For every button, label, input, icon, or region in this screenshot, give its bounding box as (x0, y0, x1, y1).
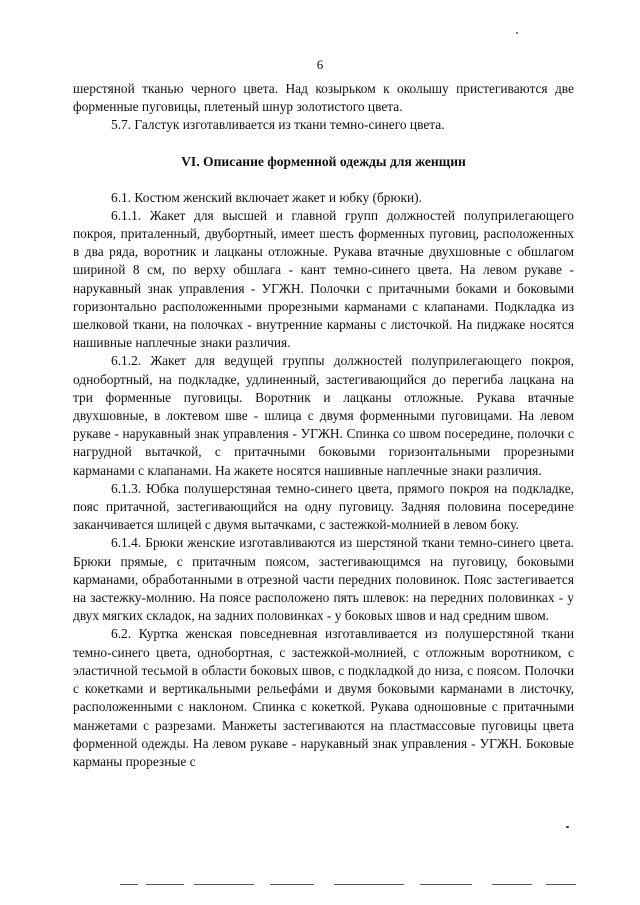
paragraph-6-1-2: 6.1.2. Жакет для ведущей группы должностей полуприлегающего покроя, однобортный, на подкладке, удлиненный, застегивающийся до перегиба лацкана на три форменные пуговицы. Воротник и лацканы отложные. Рукава втачные двухшовные, в локтевом шве - шлица с двумя форменными пуговицами. На левом рукаве - нарукавный знак управления - УГЖН. Спинка со швом посередине, полочки с нагрудной вытачкой, с притачными боковыми горизонтальными прорезными карманами с клапанами. На жакете носятся нашивные наплечные знаки различия. (73, 353, 574, 478)
document-body (73, 80, 574, 771)
section-heading: VI. Описание форменной одежды для женщин (181, 153, 466, 169)
paragraph-continuation: шерстяной тканью черного цвета. Над козырьком к околышу пристегиваются две форменные пуговицы, плетеный шнур золотистого цвета. (73, 81, 574, 115)
paragraph-6-1: 6.1. Костюм женский включает жакет и юбку (брюки). (111, 189, 422, 205)
paragraph-6-1-3: 6.1.3. Юбка полушерстяная темно-синего цвета, прямого покроя на подкладке, пояс притачной, застегивающийся на одну пуговицу. Задняя половина посередине заканчивается шлицей с двумя вытачками, с застежкой-молнией в левом боку. (73, 480, 574, 533)
paragraph-6-1-1: 6.1.1. Жакет для высшей и главной групп должностей полуприлегающего покроя, приталенный, двубортный, имеет шесть форменных пуговиц, расположенных в два ряда, воротник и лацканы отложные. Рукава втачные двухшовные с обшлагом шириной 8 см, по верху обшлага - кант темно-синего цвета. На левом рукаве - нарукавный знак управления - УГЖН. Полочки с притачными боками и боковыми горизонтально расположенными прорезными карманами с клапанами. Подкладка из шелковой ткани, на полочках - внутренние карманы с листочкой. На пиджаке носятся нашивные наплечные знаки различия. (73, 207, 574, 351)
paragraph-6-1-4: 6.1.4. Брюки женские изготавливаются из шерстяной ткани темно-синего цвета. Брюки прямые, с притачным поясом, застегивающимся на пуговицу, боковыми карманами, обработанными в отрезной части передних половинок. Пояс застегивается на застежку-молнию. На поясе расположено пять шлевок: на передних половинках - у двух мягких складок, на задних половинках - у боковых швов и над средним швом. (73, 535, 574, 624)
scan-speck (566, 826, 569, 828)
page-number: 6 (316, 57, 324, 72)
scan-speck (516, 32, 518, 34)
paragraph-6-2: 6.2. Куртка женская повседневная изготавливается из полушерстяной ткани темно-синего цвета, однобортная, с застежкой-молнией, с отложным воротником, с эластичной тесьмой в области боковых швов, с подкладкой до низа, с поясом. Полочки с кокетками и вертикальными рельефáми и двумя боковыми карманами в листочку, расположенными с наклоном. Спинка с кокеткой. Рукава одношовные с притачными манжетами с разрезами. Манжеты застегиваются на пластмассовые пуговицы цвета форменной одежды. На левом рукаве - нарукавный знак управления - УГЖН. Боковые карманы прорезные с (73, 626, 574, 769)
paragraph-5-7: 5.7. Галстук изготавливается из ткани темно-синего цвета. (111, 117, 445, 133)
scan-artifact-line (120, 884, 580, 887)
